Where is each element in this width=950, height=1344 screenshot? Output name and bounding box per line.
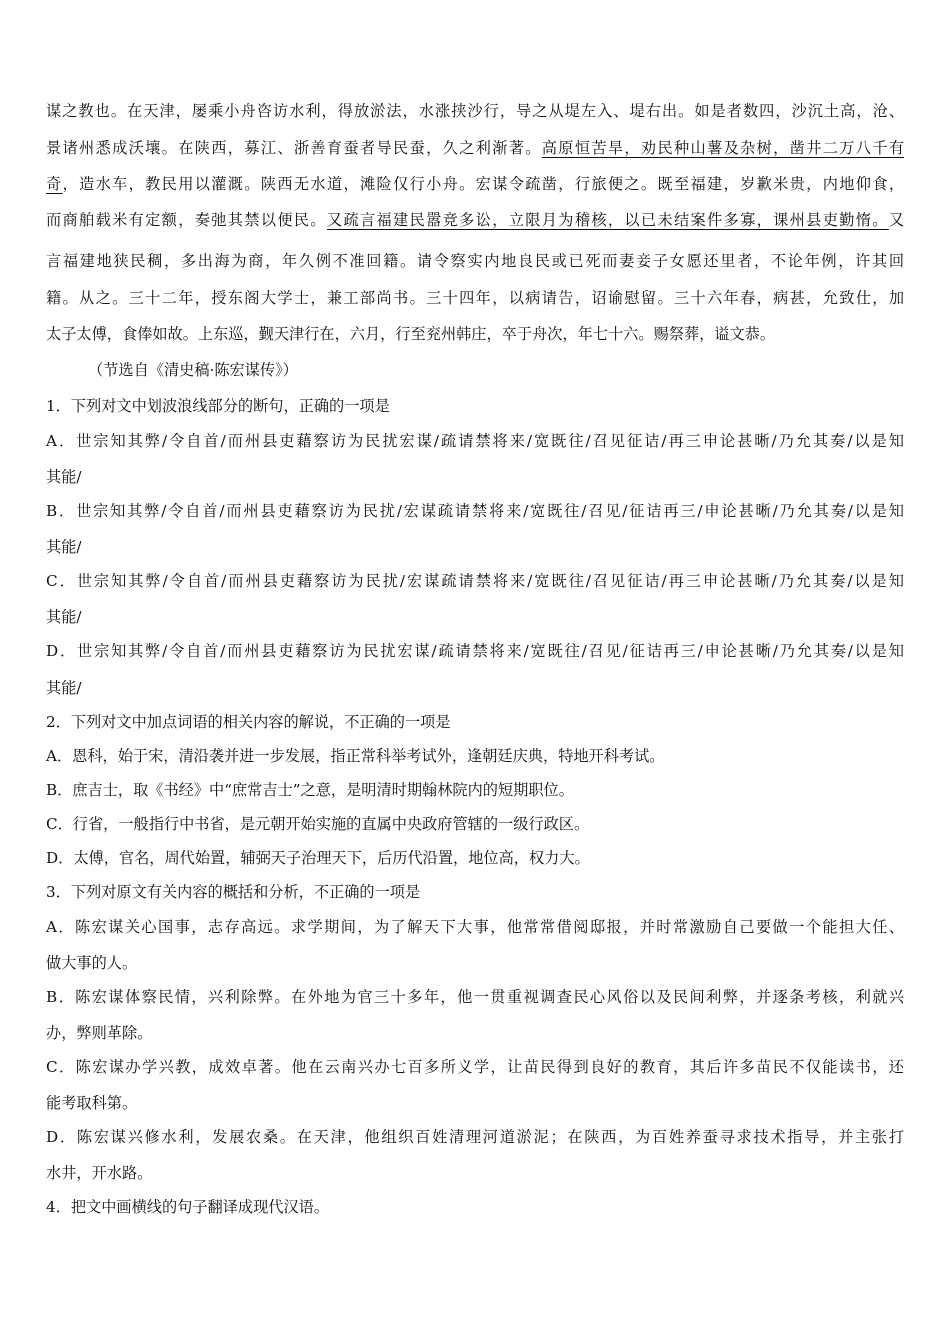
question-2-option-c: C．行省，一般指行中书省，是元朝开始实施的直属中央政府管辖的一级行政区。 bbox=[46, 815, 590, 833]
question-3-option-a-cont: 做大事的人。 bbox=[46, 954, 138, 972]
question-3-option-b: B．陈宏谋体察民情，兴利除弊。在外地为官三十多年，他一贯重视调查民心风俗以及民间利弊，并逐条考核，利就兴 bbox=[46, 988, 904, 1006]
passage-line-7: 太子太傅，食俸如故。上东巡，觐天津行在，六月，行至兖州韩庄，卒于舟次，年七十六。赐祭葬，谥文恭。 bbox=[46, 325, 775, 343]
question-2-option-d: D．太傅，官名，周代始置，辅弼天子治理天下，后历代沿置，地位高，权力大。 bbox=[46, 849, 590, 867]
question-1-option-b-cont: 其能/ bbox=[46, 538, 82, 556]
question-1-option-a: A．世宗知其弊/令自首/而州县吏藉察访为民扰宏谋/疏请禁将来/宽既往/召见征诘/再三申论甚晰/乃允其奏/以是知 bbox=[46, 432, 904, 450]
question-1-option-d: D．世宗知其弊/令自首/而州县吏藉察访为民扰宏谋/疏请禁将来/宽既往/召见/征诘再三/申论甚晰/乃允其奏/以是知 bbox=[46, 642, 904, 660]
question-3-option-d: D．陈宏谋兴修水利，发展农桑。在天津，他组织百姓清理河道淤泥；在陕西，为百姓养蚕寻求技术指导，并主张打 bbox=[46, 1128, 904, 1146]
passage-line-6: 籍。从之。三十二年，授东阁大学士，兼工部尚书。三十四年，以病请告，诏谕慰留。三十六年春，病甚，允致仕，加 bbox=[46, 289, 904, 307]
passage-line-4 bbox=[46, 210, 904, 230]
question-1-option-d-cont: 其能/ bbox=[46, 679, 82, 697]
question-3-option-b-cont: 办，弊则革除。 bbox=[46, 1024, 153, 1042]
question-4-stem: 4．把文中画横线的句子翻译成现代汉语。 bbox=[46, 1198, 330, 1216]
passage-text: 景诸州悉成沃壤。在陕西，募江、浙善育蚕者导民蚕，久之利渐著。 bbox=[46, 139, 542, 157]
passage-text: ，造水车，教民用以灌溉。陕西无水道，滩险仅行小舟。宏谋令疏凿，行旅便之。既至福建，岁歉米贵，内地仰食， bbox=[62, 175, 905, 193]
passage-line-1: 谋之教也。在天津，屡乘小舟咨访水利，得放淤法，水涨挟沙行，导之从堤左入、堤右出。如是者数四，沙沉土高，沧、 bbox=[46, 102, 904, 120]
passage-text: 而商舶载米有定额，奏弛其禁以便民。 bbox=[46, 211, 327, 229]
question-1-option-c: C．世宗知其弊/令自首/而州县吏藉察访为民扰/宏谋疏请禁将来/宽既往/召见征诘/再三申论甚晰/乃允其奏/以是知 bbox=[46, 572, 904, 590]
passage-text: 又 bbox=[888, 211, 905, 229]
question-3-option-d-cont: 水井，开水路。 bbox=[46, 1164, 153, 1182]
passage-line-5: 言福建地狭民稠，多出海为商，年久例不准回籍。请令察实内地良民或已死而妻妾子女愿还里者，不论年例，许其回 bbox=[46, 252, 904, 270]
question-3-option-a: A．陈宏谋关心国事，志存高远。求学期间，为了解天下大事，他常常借阅邸报，并时常激励自己要做一个能担大任、 bbox=[46, 918, 904, 936]
underlined-sentence-1-end: 奇 bbox=[46, 175, 63, 193]
question-1-option-a-cont: 其能/ bbox=[46, 468, 82, 486]
question-1-stem: 1．下列对文中划波浪线部分的断句，正确的一项是 bbox=[46, 397, 390, 415]
passage-line-3 bbox=[46, 174, 904, 194]
underlined-sentence-1: 高原恒苦旱，劝民种山薯及杂树，凿井二万八千有 bbox=[541, 139, 905, 157]
question-2-stem: 2．下列对文中加点词语的相关内容的解说，不正确的一项是 bbox=[46, 713, 451, 731]
passage-source: （节选自《清史稿·陈宏谋传》） bbox=[88, 361, 298, 379]
question-1-option-b: B．世宗知其弊/令自首/而州县吏藉察访为民扰/宏谋疏请禁将来/宽既往/召见/征诘再三/申论甚晰/乃允其奏/以是知 bbox=[46, 502, 904, 520]
question-2-option-b: B．庶吉士，取《书经》中“庶常吉士”之意，是明清时期翰林院内的短期职位。 bbox=[46, 781, 574, 799]
question-3-option-c: C．陈宏谋办学兴教，成效卓著。他在云南兴办七百多所义学，让苗民得到良好的教育，其后许多苗民不仅能读书，还 bbox=[46, 1058, 904, 1076]
passage-line-2 bbox=[46, 138, 904, 158]
underlined-sentence-2: 又疏言福建民嚣竞多讼，立限月为稽核，以已未结案件多寡，课州县吏勤惰。 bbox=[326, 211, 889, 229]
question-1-option-c-cont: 其能/ bbox=[46, 608, 82, 626]
question-3-stem: 3．下列对原文有关内容的概括和分析，不正确的一项是 bbox=[46, 883, 421, 901]
question-2-option-a: A．恩科，始于宋，清沿袭并进一步发展，指正常科举考试外，逢朝廷庆典，特地开科考试。 bbox=[46, 747, 665, 765]
question-3-option-c-cont: 能考取科第。 bbox=[46, 1094, 138, 1112]
